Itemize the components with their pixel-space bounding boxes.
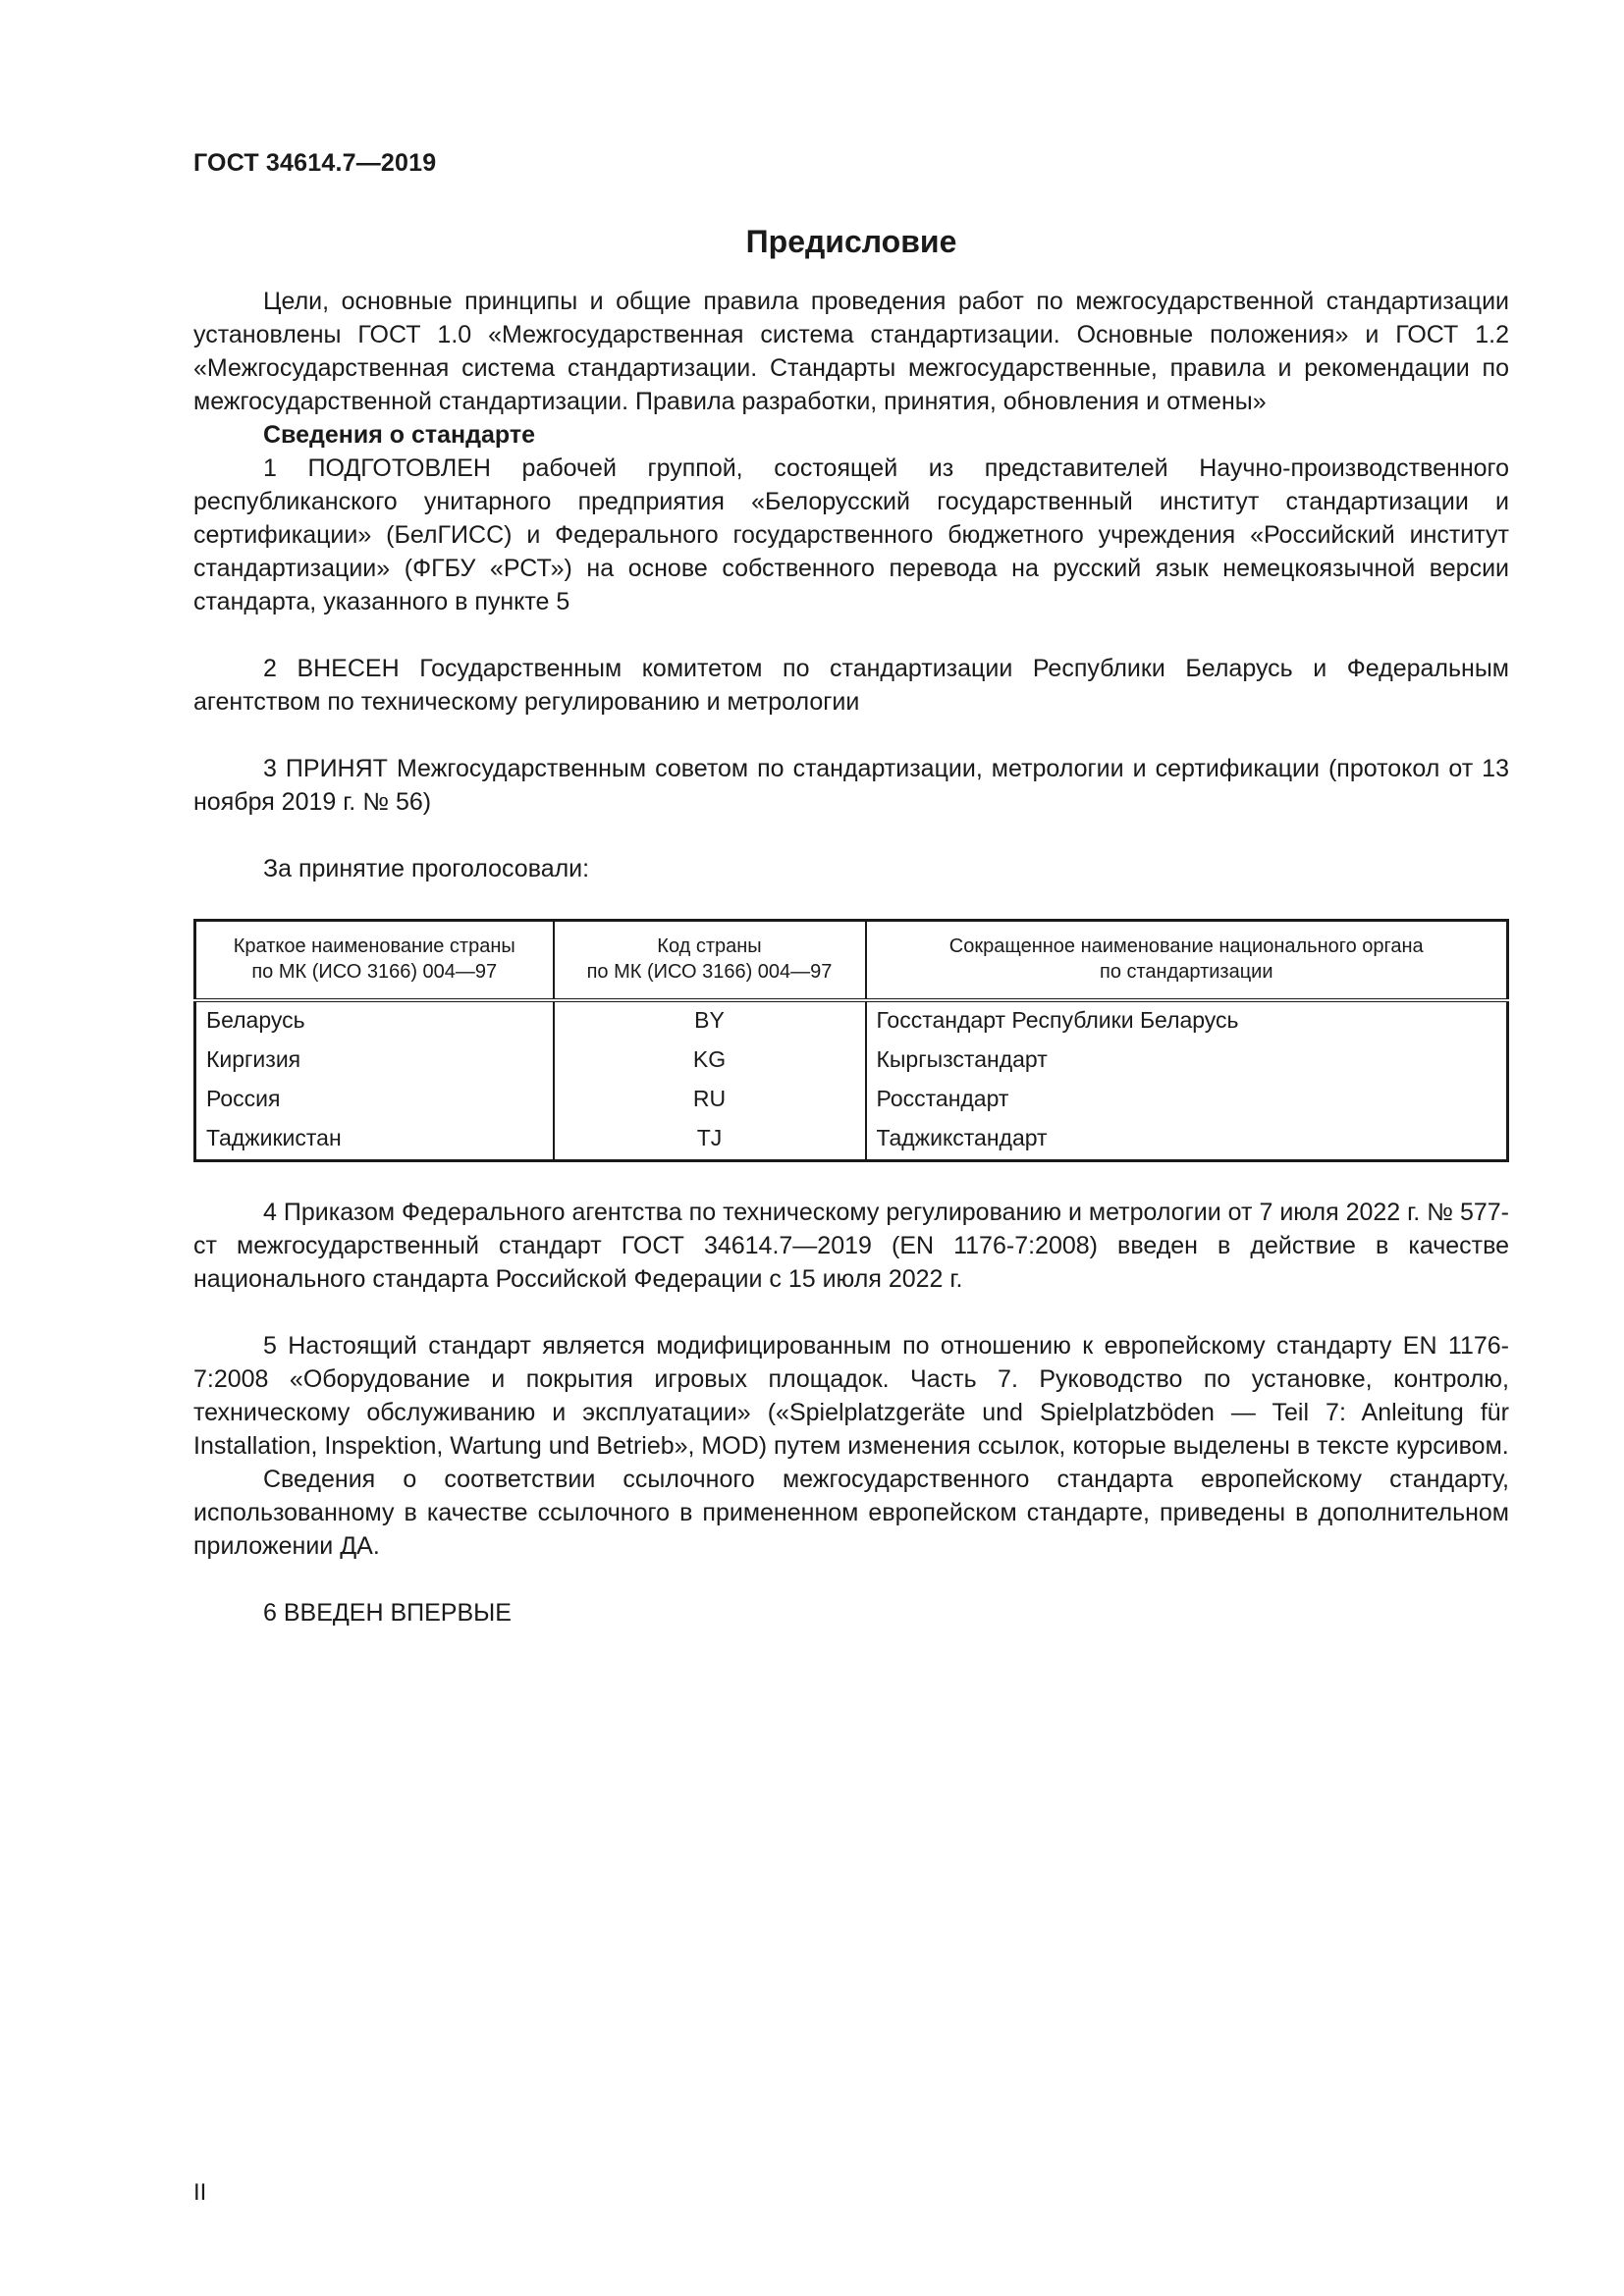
item-5-reference-note: Сведения о соответствии ссылочного межгосударственного стандарта европейскому стандарту, использованному в качестве ссылочного в примененном европейском стандарте, приведены в дополнительном приложении ДА. (193, 1466, 1509, 1560)
item-4-order: 4 Приказом Федерального агентства по техническому регулированию и метрологии от 7 июля 2022 г. № 577-ст межгосударственный стандарт ГОСТ 34614.7—2019 (EN 1176-7:2008) введен в действие в качестве национального стандарта Российской Федерации с 15 июля 2022 г. (193, 1199, 1509, 1293)
item-1-prepared: 1 ПОДГОТОВЛЕН рабочей группой, состоящей из представителей Научно-производственного республиканского унитарного предприятия «Белорусский государственный институт стандартизации и сертификации» (БелГИСС) и Федерального государственного бюджетного учреждения «Российский институт стандартизации» (ФГБУ «РСТ») на основе собственного перевода на русский язык немецкоязычной версии стандарта, указанного в пункте 5 (193, 454, 1509, 615)
header-country-name-line1: Краткое наименование страны (233, 935, 515, 957)
cell-country: Таджикистан (195, 1120, 554, 1161)
cell-country: Киргизия (195, 1041, 554, 1081)
header-country-name (195, 921, 554, 1001)
cell-national-body: Госстандарт Республики Беларусь (866, 1000, 1508, 1041)
table-row (195, 1041, 1508, 1081)
header-country-code (554, 921, 866, 1001)
voting-table (193, 919, 1509, 1162)
page-number: II (193, 2179, 207, 2206)
header-country-code-line2: по МК (ИСО 3166) 004—97 (586, 961, 833, 983)
table-row (195, 1081, 1508, 1120)
cell-national-body: Росстандарт (866, 1081, 1508, 1120)
cell-code: RU (554, 1081, 866, 1120)
table-row (195, 1120, 1508, 1161)
header-country-name-line2: по МК (ИСО 3166) 004—97 (251, 961, 498, 983)
section-heading: Сведения о стандарте (263, 421, 536, 449)
cell-country: Россия (195, 1081, 554, 1120)
table-header-row (195, 921, 1508, 1001)
header-country-code-line1: Код страны (657, 935, 762, 957)
item-6-first-introduced: 6 ВВЕДЕН ВПЕРВЫЕ (263, 1599, 512, 1627)
table-row (195, 1000, 1508, 1041)
cell-national-body: Кыргызстандарт (866, 1041, 1508, 1081)
intro-paragraph: Цели, основные принципы и общие правила проведения работ по межгосударственной стандартизации установлены ГОСТ 1.0 «Межгосударственная система стандартизации. Основные положения» и ГОСТ 1.2 «Межгосударственная система стандартизации. Стандарты межгосударственные, правила и рекомендации по межгосударственной стандартизации. Правила разработки, принятия, обновления и отмены» (193, 288, 1509, 415)
header-national-body-line1: Сокращенное наименование национального органа (948, 935, 1424, 957)
cell-code: KG (554, 1041, 866, 1081)
document-code: ГОСТ 34614.7—2019 (193, 149, 437, 177)
header-national-body-line2: по стандартизации (1099, 961, 1273, 983)
item-2-introduced: 2 ВНЕСЕН Государственным комитетом по стандартизации Республики Беларусь и Федеральным агентством по техническому регулированию и метрологии (193, 655, 1509, 716)
foreword-body (193, 285, 1509, 1629)
cell-national-body: Таджикстандарт (866, 1120, 1508, 1161)
item-3-adopted: 3 ПРИНЯТ Межгосударственным советом по стандартизации, метрологии и сертификации (протокол от 13 ноября 2019 г. № 56) (193, 755, 1509, 816)
cell-country: Беларусь (195, 1000, 554, 1041)
page-title: Предисловие (745, 224, 957, 259)
cell-code: TJ (554, 1120, 866, 1161)
cell-code: BY (554, 1000, 866, 1041)
voted-label: За принятие проголосовали: (263, 855, 590, 882)
header-national-body (866, 921, 1508, 1001)
item-5-modified: 5 Настоящий стандарт является модифицированным по отношению к европейскому стандарту EN 1176-7:2008 «Оборудование и покрытия игровых площадок. Часть 7. Руководство по установке, контролю, техническому обслуживанию и эксплуатации» («Spielplatzgeräte und Spielplatzböden — Teil 7: Anleitung für Installation, Inspektion, Wartung und Betrieb», MOD) путем изменения ссылок, которые выделены в тексте курсивом. (193, 1332, 1509, 1460)
